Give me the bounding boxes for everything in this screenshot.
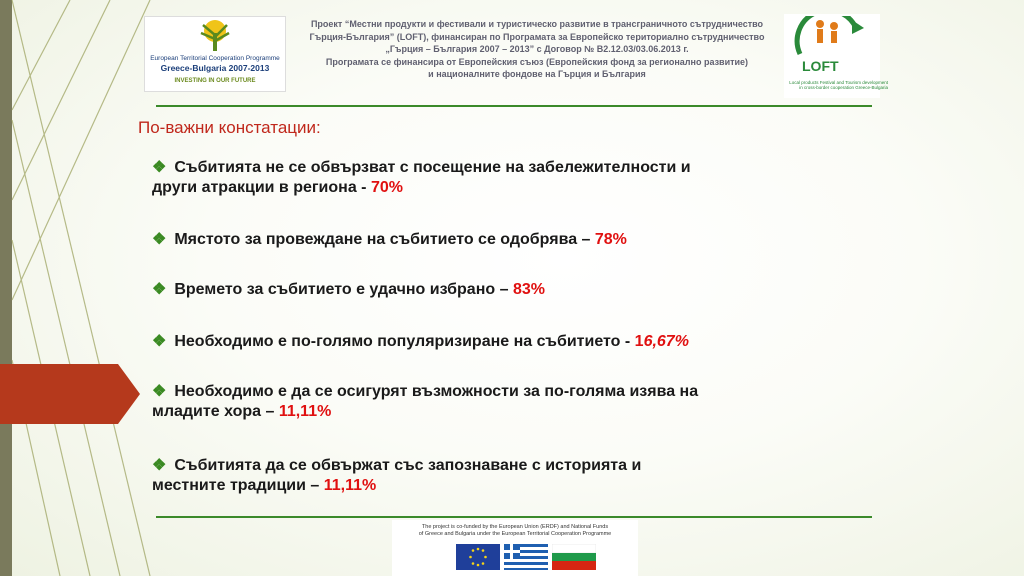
item-text: Необходимо е по-голямо популяризиране на събитието -: [174, 333, 635, 350]
diamond-bullet-icon: ❖: [152, 231, 167, 248]
percentage: 70%: [370, 179, 403, 196]
item-text: други атракции в региона -: [152, 179, 371, 196]
item-text: местните традиции –: [152, 477, 324, 494]
funding-line: The project is co-funded by the European Union (ERDF) and National Funds: [421, 524, 609, 530]
diamond-bullet-icon: ❖: [152, 159, 167, 176]
loft-figures-icon: [794, 16, 868, 60]
decorative-stripes: [0, 0, 160, 576]
logo-line-2: Greece-Bulgaria 2007-2013: [160, 63, 270, 73]
item-text: Необходимо е да се осигурят възможности за по-голяма изява на: [174, 383, 699, 400]
header-line: и националните фондове на Гърция и България: [428, 69, 646, 79]
percentage: 1: [634, 333, 644, 350]
project-description: [296, 18, 778, 81]
diamond-bullet-icon: ❖: [152, 457, 167, 474]
list-item: [152, 382, 892, 422]
footer-divider: [156, 516, 872, 518]
funding-line: of Greece and Bulgaria under the European Territorial Cooperation Programme: [418, 531, 612, 537]
header-line: Гърция-България” (LOFT), финансиран по Програмата за Европейско териториално сътрудничество: [309, 31, 765, 42]
percentage: 78%: [594, 231, 627, 248]
loft-wordmark: LOFT: [802, 58, 839, 74]
header-line: Проект “Местни продукти и фестивали и туристическо развитие в трансграничното сътрудничество: [310, 19, 764, 29]
list-item: [152, 456, 892, 496]
list-item: [152, 280, 892, 300]
loft-subtitle-line: in cross-border cooperation Greece-Bulgaria: [799, 85, 888, 90]
percentage: 11,11%: [323, 477, 377, 494]
item-text: Времето за събитието е удачно избрано –: [174, 281, 513, 298]
list-item: [152, 158, 892, 198]
item-text: Събитията да се обвържат със запознаване с историята и: [174, 457, 642, 474]
greece-flag-icon: [504, 544, 548, 570]
diamond-bullet-icon: ❖: [152, 383, 167, 400]
tree-icon: [191, 19, 239, 53]
item-text: Мястото за провеждане на събитието се одобрява –: [174, 231, 595, 248]
logo-line-3: INVESTING IN OUR FUTURE: [174, 78, 256, 84]
list-item: [152, 332, 892, 352]
eu-flag-icon: [456, 544, 500, 570]
loft-logo: [784, 14, 888, 98]
loft-subtitle-line: Local products Festival and Tourism development: [789, 80, 888, 85]
diamond-bullet-icon: ❖: [152, 333, 167, 350]
greece-bulgaria-programme-logo: [144, 16, 286, 92]
slide-marker-tab: [0, 364, 140, 424]
bulgaria-flag-icon: [552, 544, 596, 570]
item-text: младите хора –: [152, 403, 279, 420]
section-title: По-важни констатации:: [138, 118, 321, 137]
logo-line-1: European Territorial Cooperation Programme: [150, 55, 280, 62]
header-line: Програмата се финансира от Европейския съюз (Европейския фонд за регионално развитие): [325, 56, 749, 67]
header-divider: [156, 105, 872, 107]
percentage: 11,11%: [278, 403, 332, 420]
percentage-italic: 6,67%: [643, 333, 689, 350]
funding-footer: [392, 520, 638, 576]
loft-subtitle: [788, 80, 888, 90]
diamond-bullet-icon: ❖: [152, 281, 167, 298]
percentage: 83%: [512, 281, 545, 298]
header-line: „Гърция – България 2007 – 2013” с Договор № B2.12.03/03.06.2013 г.: [385, 44, 689, 54]
funding-text: [396, 524, 634, 538]
list-item: [152, 230, 892, 250]
item-text: Събитията не се обвързват с посещение на забележителности и: [174, 159, 691, 176]
